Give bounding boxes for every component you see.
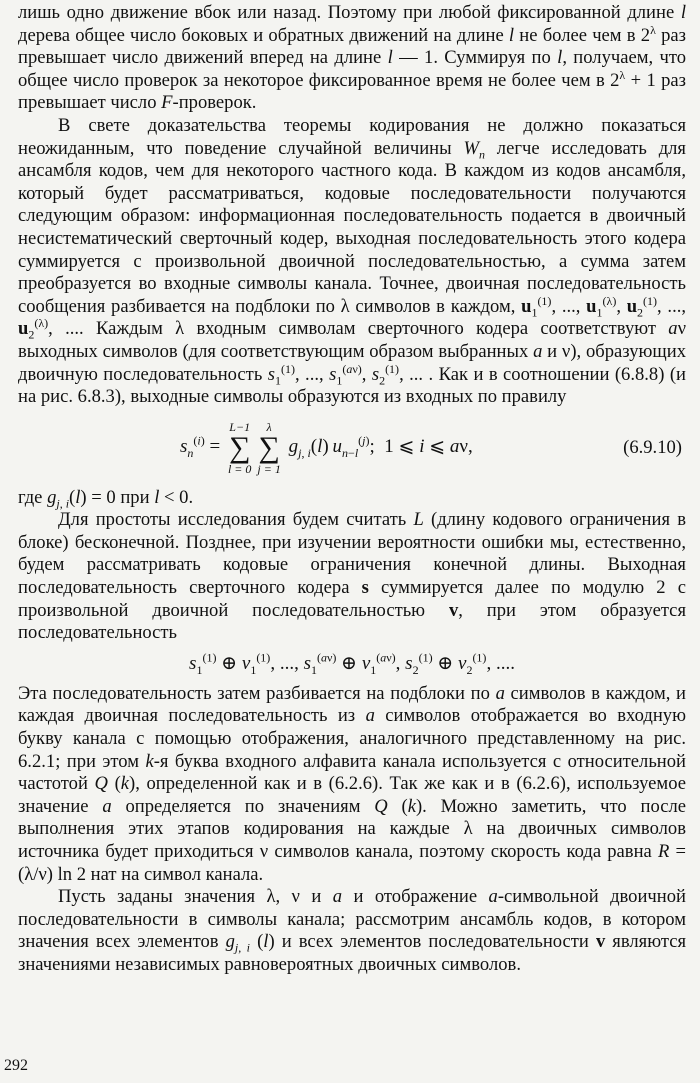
equation-condition: 1 ⩽ i ⩽ aν, [384,436,473,458]
paragraph-simplicity: Для простоты исследования будем считать L (длину кодового ограничения в блоке) бесконечной. Позднее, при изучении вероятности ошибки мы, естественно, будем рассматривать кодовые ограничения конечной длины. Выходная последовательность сверточного кодера s суммируется далее по модулю 2 с произвольной двоичной последовательностью v, при этом образуется последовательность [18,509,687,644]
paragraph-ensemble: В свете доказательства теоремы кодирования не должно показаться неожиданным, что поведение случайной величины $W_n$ легче исследовать для ансамбля кодов, чем для некоторого частного кода. В каждом из кодов ансамбля, который будет рассматриваться, кодовые последовательности получаются следующим образом: информационная последовательность подается в двоичный несистематический сверточный кодер, выходная последовательность этого кодера суммируется с произвольной двоичной последовательностью, а сумма затем преобразуется во входные символы канала. Точнее, двоичная последовательность сообщения разбивается на подблоки по λ символов в каждом, $u_1^{(1)}$, ..., $u_1^{(\lambda)}$, $u_2^{(1)}$, ..., $u_2^{(\lambda)}$, .... Каждым λ входным символам сверточного кодера соответствуют aν выходных символов (для соответствующим образом выбранных a и ν), образующих двоичную последовательность $s_1^{(1)}$, ..., $s_1^{(a\nu)}$, $s_2^{(1)}$, ... . Как и в соотношении (6.8.8) (и на рис. 6.8.3), выходные символы образуются из входных по правилу [18,114,687,408]
sequence-formula: $s_1^{(1)}$ ⊕ $v_1^{(1)}$, ..., $s_1^{(a\nu)}$ ⊕ $v_1^{(a\nu)}$, $s_2^{(1)}$ ⊕ $v_2^{(1)}$, .... [189,650,515,677]
paragraph-mapping: Эта последовательность затем разбивается на подблоки по a символов в каждом, и каждая двоичная последовательность из a символов отображается во входную букву канала с помощью отображения, аналогичного представленному на рис. 6.2.1; при этом k-я буква входного алфавита канала используется с относительной частотой Q (k), определенной как и в (6.2.6). Так же как и в (6.2.6), используемое значение a определяется по значениям Q (k). Можно заметить, что после выполнения этих этапов кодирования на каждые λ на двоичных символов источника будет приходиться ν символов канала, поэтому скорость кода равна R = (λ/ν) ln 2 нат на символ канала. [18,682,687,885]
paragraph-continuation: лишь одно движение вбок или назад. Поэтому при любой фиксированной длине l дерева общее число боковых и обратных движений на длине l не более чем в $2^\lambda$ раз превышает число движений вперед на длине l — 1. Суммируя по l, получаем, что общее число проверок за некоторое фиксированное время не более чем в $2^\lambda + 1$ раз превышает число F-проверок. [18,2,687,114]
paragraph-where: где $g_{j, i}(l) = 0$ при l < 0. [18,486,194,511]
equation-term: $g_{j, i}(l)$ $u_{n-l}^{(j)}$; [288,434,385,461]
sum-inner: λ ∑ j = 1 [257,419,281,476]
text-column [18,2,686,977]
equation-6-9-10: $s_n^{(i)}$ = L−1 ∑ l = 0 λ ∑ j = 1 $g_{j, i}(l)$ $u_{n-l}^{(j)}$; 1 ⩽ i ⩽ aν, (6.9.10) [180,419,682,476]
equation-number: (6.9.10) [623,436,682,458]
equation-lhs: $s_n^{(i)}$ [180,434,205,461]
page-number: 292 [4,1057,28,1074]
sum-outer: L−1 ∑ l = 0 [227,419,252,476]
paragraph-given: Пусть заданы значения λ, ν и a и отображение a-символьной двоичной последовательности в символы канала; рассмотрим ансамбль кодов, в котором значения всех элементов $g_{j, i}$ (l) и всех элементов последовательности v являются значениями независимых равновероятных двоичных символов. [18,886,687,975]
